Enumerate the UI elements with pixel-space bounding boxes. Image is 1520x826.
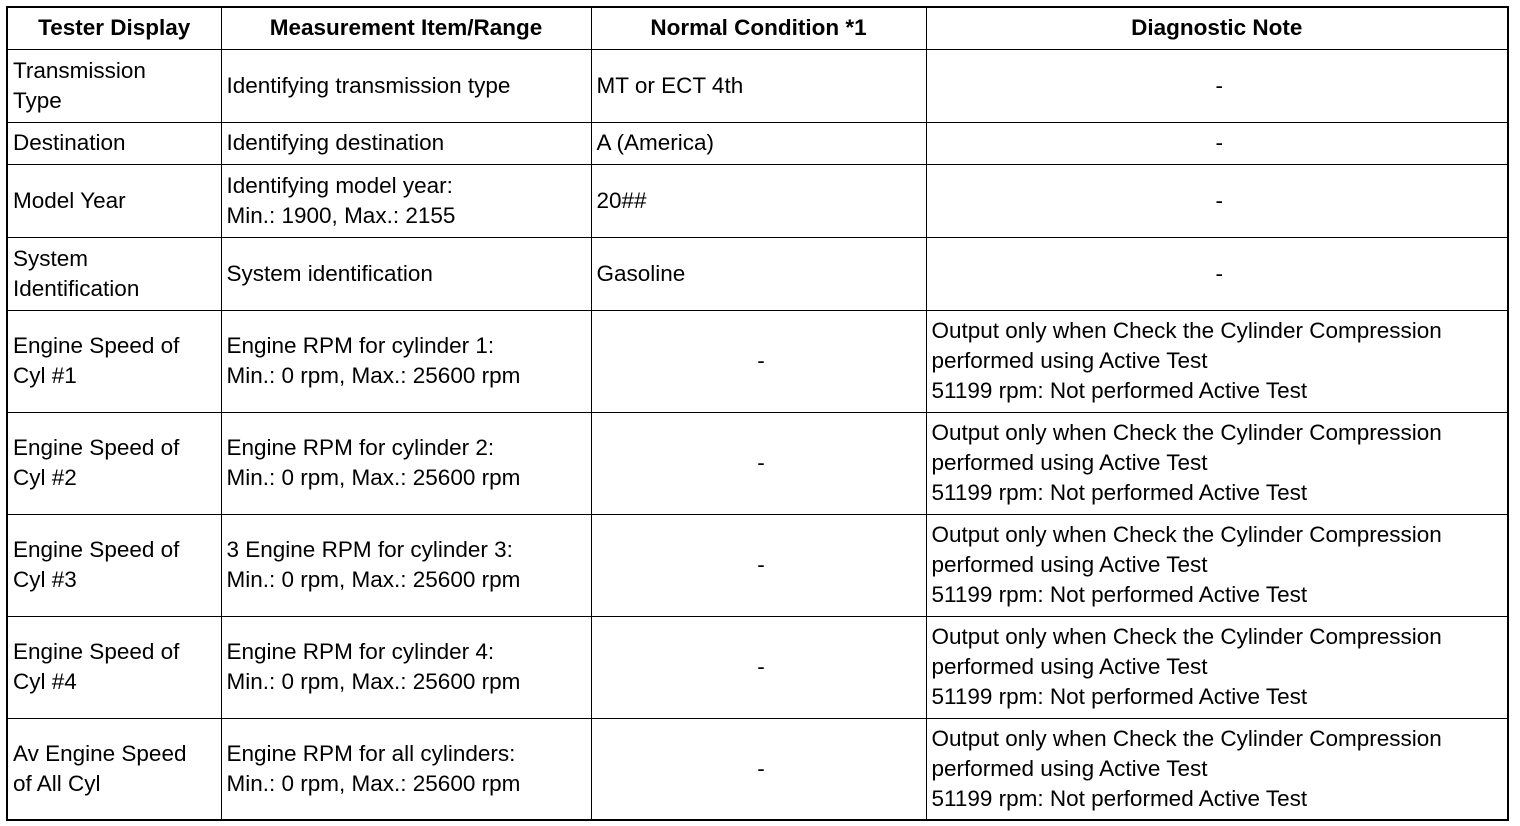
cell-tester-display: Engine Speed of Cyl #4 (7, 616, 221, 718)
cell-measurement: Engine RPM for cylinder 1: Min.: 0 rpm, Max.: 25600 rpm (221, 310, 591, 412)
cell-measurement: 3 Engine RPM for cylinder 3: Min.: 0 rpm, Max.: 25600 rpm (221, 514, 591, 616)
cell-normal-condition: 20## (591, 164, 926, 237)
table-row (7, 616, 1508, 718)
cell-normal-condition: - (591, 718, 926, 820)
cell-tester-display: Engine Speed of Cyl #1 (7, 310, 221, 412)
cell-diagnostic-note: - (926, 49, 1508, 122)
table-row (7, 310, 1508, 412)
cell-diagnostic-note: Output only when Check the Cylinder Compression performed using Active Test 51199 rpm: Not performed Active Test (926, 412, 1508, 514)
cell-diagnostic-note: - (926, 237, 1508, 310)
table-row (7, 237, 1508, 310)
cell-diagnostic-note: Output only when Check the Cylinder Compression performed using Active Test 51199 rpm: Not performed Active Test (926, 616, 1508, 718)
cell-normal-condition: MT or ECT 4th (591, 49, 926, 122)
cell-measurement: Engine RPM for all cylinders: Min.: 0 rpm, Max.: 25600 rpm (221, 718, 591, 820)
cell-tester-display: System Identification (7, 237, 221, 310)
cell-normal-condition: Gasoline (591, 237, 926, 310)
cell-diagnostic-note: Output only when Check the Cylinder Compression performed using Active Test 51199 rpm: Not performed Active Test (926, 718, 1508, 820)
cell-tester-display: Transmission Type (7, 49, 221, 122)
cell-diagnostic-note: - (926, 164, 1508, 237)
cell-measurement: Identifying destination (221, 122, 591, 164)
cell-tester-display: Av Engine Speed of All Cyl (7, 718, 221, 820)
cell-measurement: Identifying transmission type (221, 49, 591, 122)
table-row (7, 412, 1508, 514)
table-row (7, 49, 1508, 122)
cell-diagnostic-note: Output only when Check the Cylinder Compression performed using Active Test 51199 rpm: Not performed Active Test (926, 514, 1508, 616)
cell-diagnostic-note: Output only when Check the Cylinder Compression performed using Active Test 51199 rpm: Not performed Active Test (926, 310, 1508, 412)
cell-tester-display: Engine Speed of Cyl #2 (7, 412, 221, 514)
cell-measurement: Engine RPM for cylinder 2: Min.: 0 rpm, Max.: 25600 rpm (221, 412, 591, 514)
cell-measurement: System identification (221, 237, 591, 310)
header-tester-display: Tester Display (7, 7, 221, 49)
header-diagnostic-note: Diagnostic Note (926, 7, 1508, 49)
cell-tester-display: Destination (7, 122, 221, 164)
cell-normal-condition: A (America) (591, 122, 926, 164)
cell-diagnostic-note: - (926, 122, 1508, 164)
cell-tester-display: Engine Speed of Cyl #3 (7, 514, 221, 616)
table-row (7, 514, 1508, 616)
header-measurement-item: Measurement Item/Range (221, 7, 591, 49)
header-row (7, 7, 1508, 49)
cell-measurement: Identifying model year: Min.: 1900, Max.: 2155 (221, 164, 591, 237)
cell-normal-condition: - (591, 616, 926, 718)
tester-data-table (6, 6, 1509, 821)
cell-normal-condition: - (591, 514, 926, 616)
cell-normal-condition: - (591, 412, 926, 514)
table-row (7, 718, 1508, 820)
cell-tester-display: Model Year (7, 164, 221, 237)
header-normal-condition: Normal Condition *1 (591, 7, 926, 49)
cell-measurement: Engine RPM for cylinder 4: Min.: 0 rpm, Max.: 25600 rpm (221, 616, 591, 718)
table-row (7, 122, 1508, 164)
cell-normal-condition: - (591, 310, 926, 412)
table-row (7, 164, 1508, 237)
